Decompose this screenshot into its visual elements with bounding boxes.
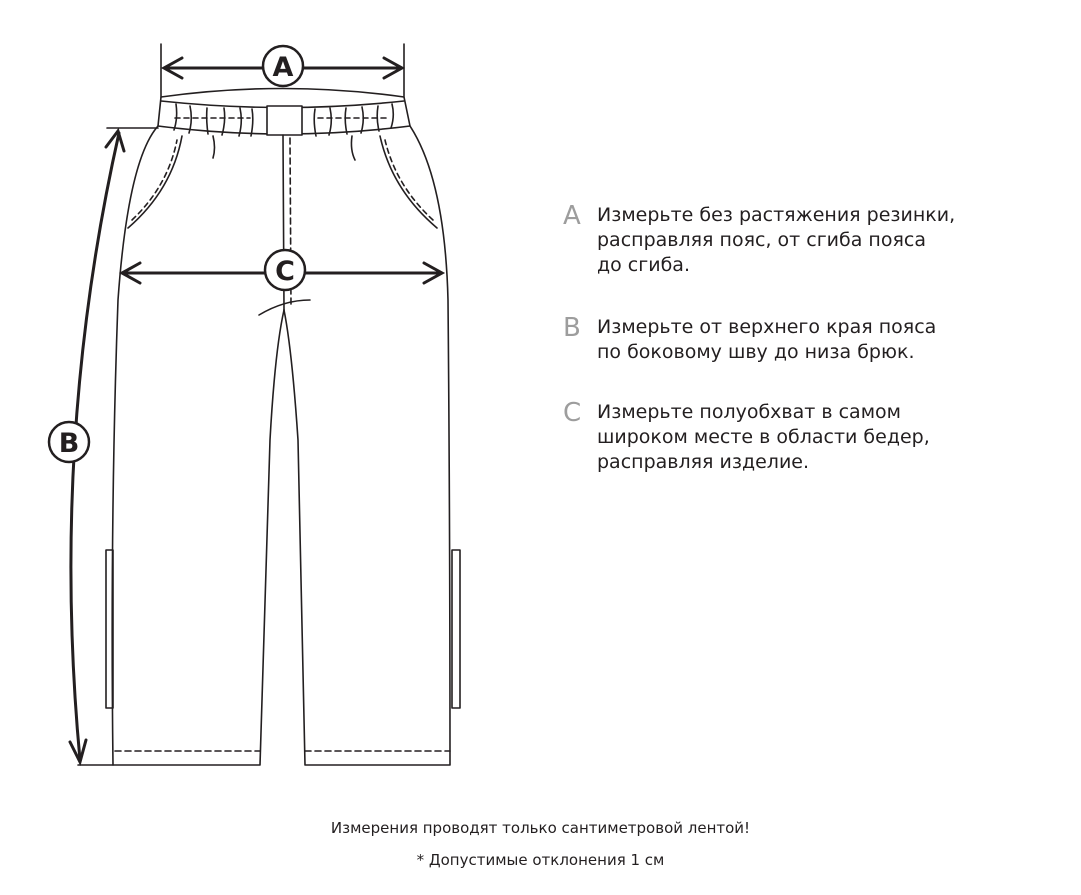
tape-measure-note: Измерения проводят только сантиметровой лентой! [330, 819, 751, 837]
marker-b: B [58, 428, 80, 459]
instruction-b-text: Измерьте от верхнего края пояса по боковому шву до низа брюк. [597, 316, 937, 363]
right-leg-outline [284, 126, 450, 765]
waistband [158, 89, 410, 137]
instruction-c-letter: C [563, 398, 582, 428]
instruction-a-text: Измерьте без растяжения резинки, расправляя пояс, от сгиба пояса до сгиба. [597, 204, 956, 276]
right-side-flap [452, 550, 460, 708]
right-pocket [380, 136, 437, 228]
instruction-c-text: Измерьте полуобхват в самом широком месте в области бедер, расправляя изделие. [597, 401, 930, 473]
tolerance-note: * Допустимые отклонения 1 см [416, 851, 665, 869]
instruction-b-letter: B [563, 313, 581, 343]
left-pocket [128, 136, 182, 228]
marker-a: A [272, 52, 294, 83]
marker-c: C [275, 256, 295, 287]
instruction-a-letter: A [563, 201, 581, 231]
left-leg-outline [112, 126, 284, 765]
